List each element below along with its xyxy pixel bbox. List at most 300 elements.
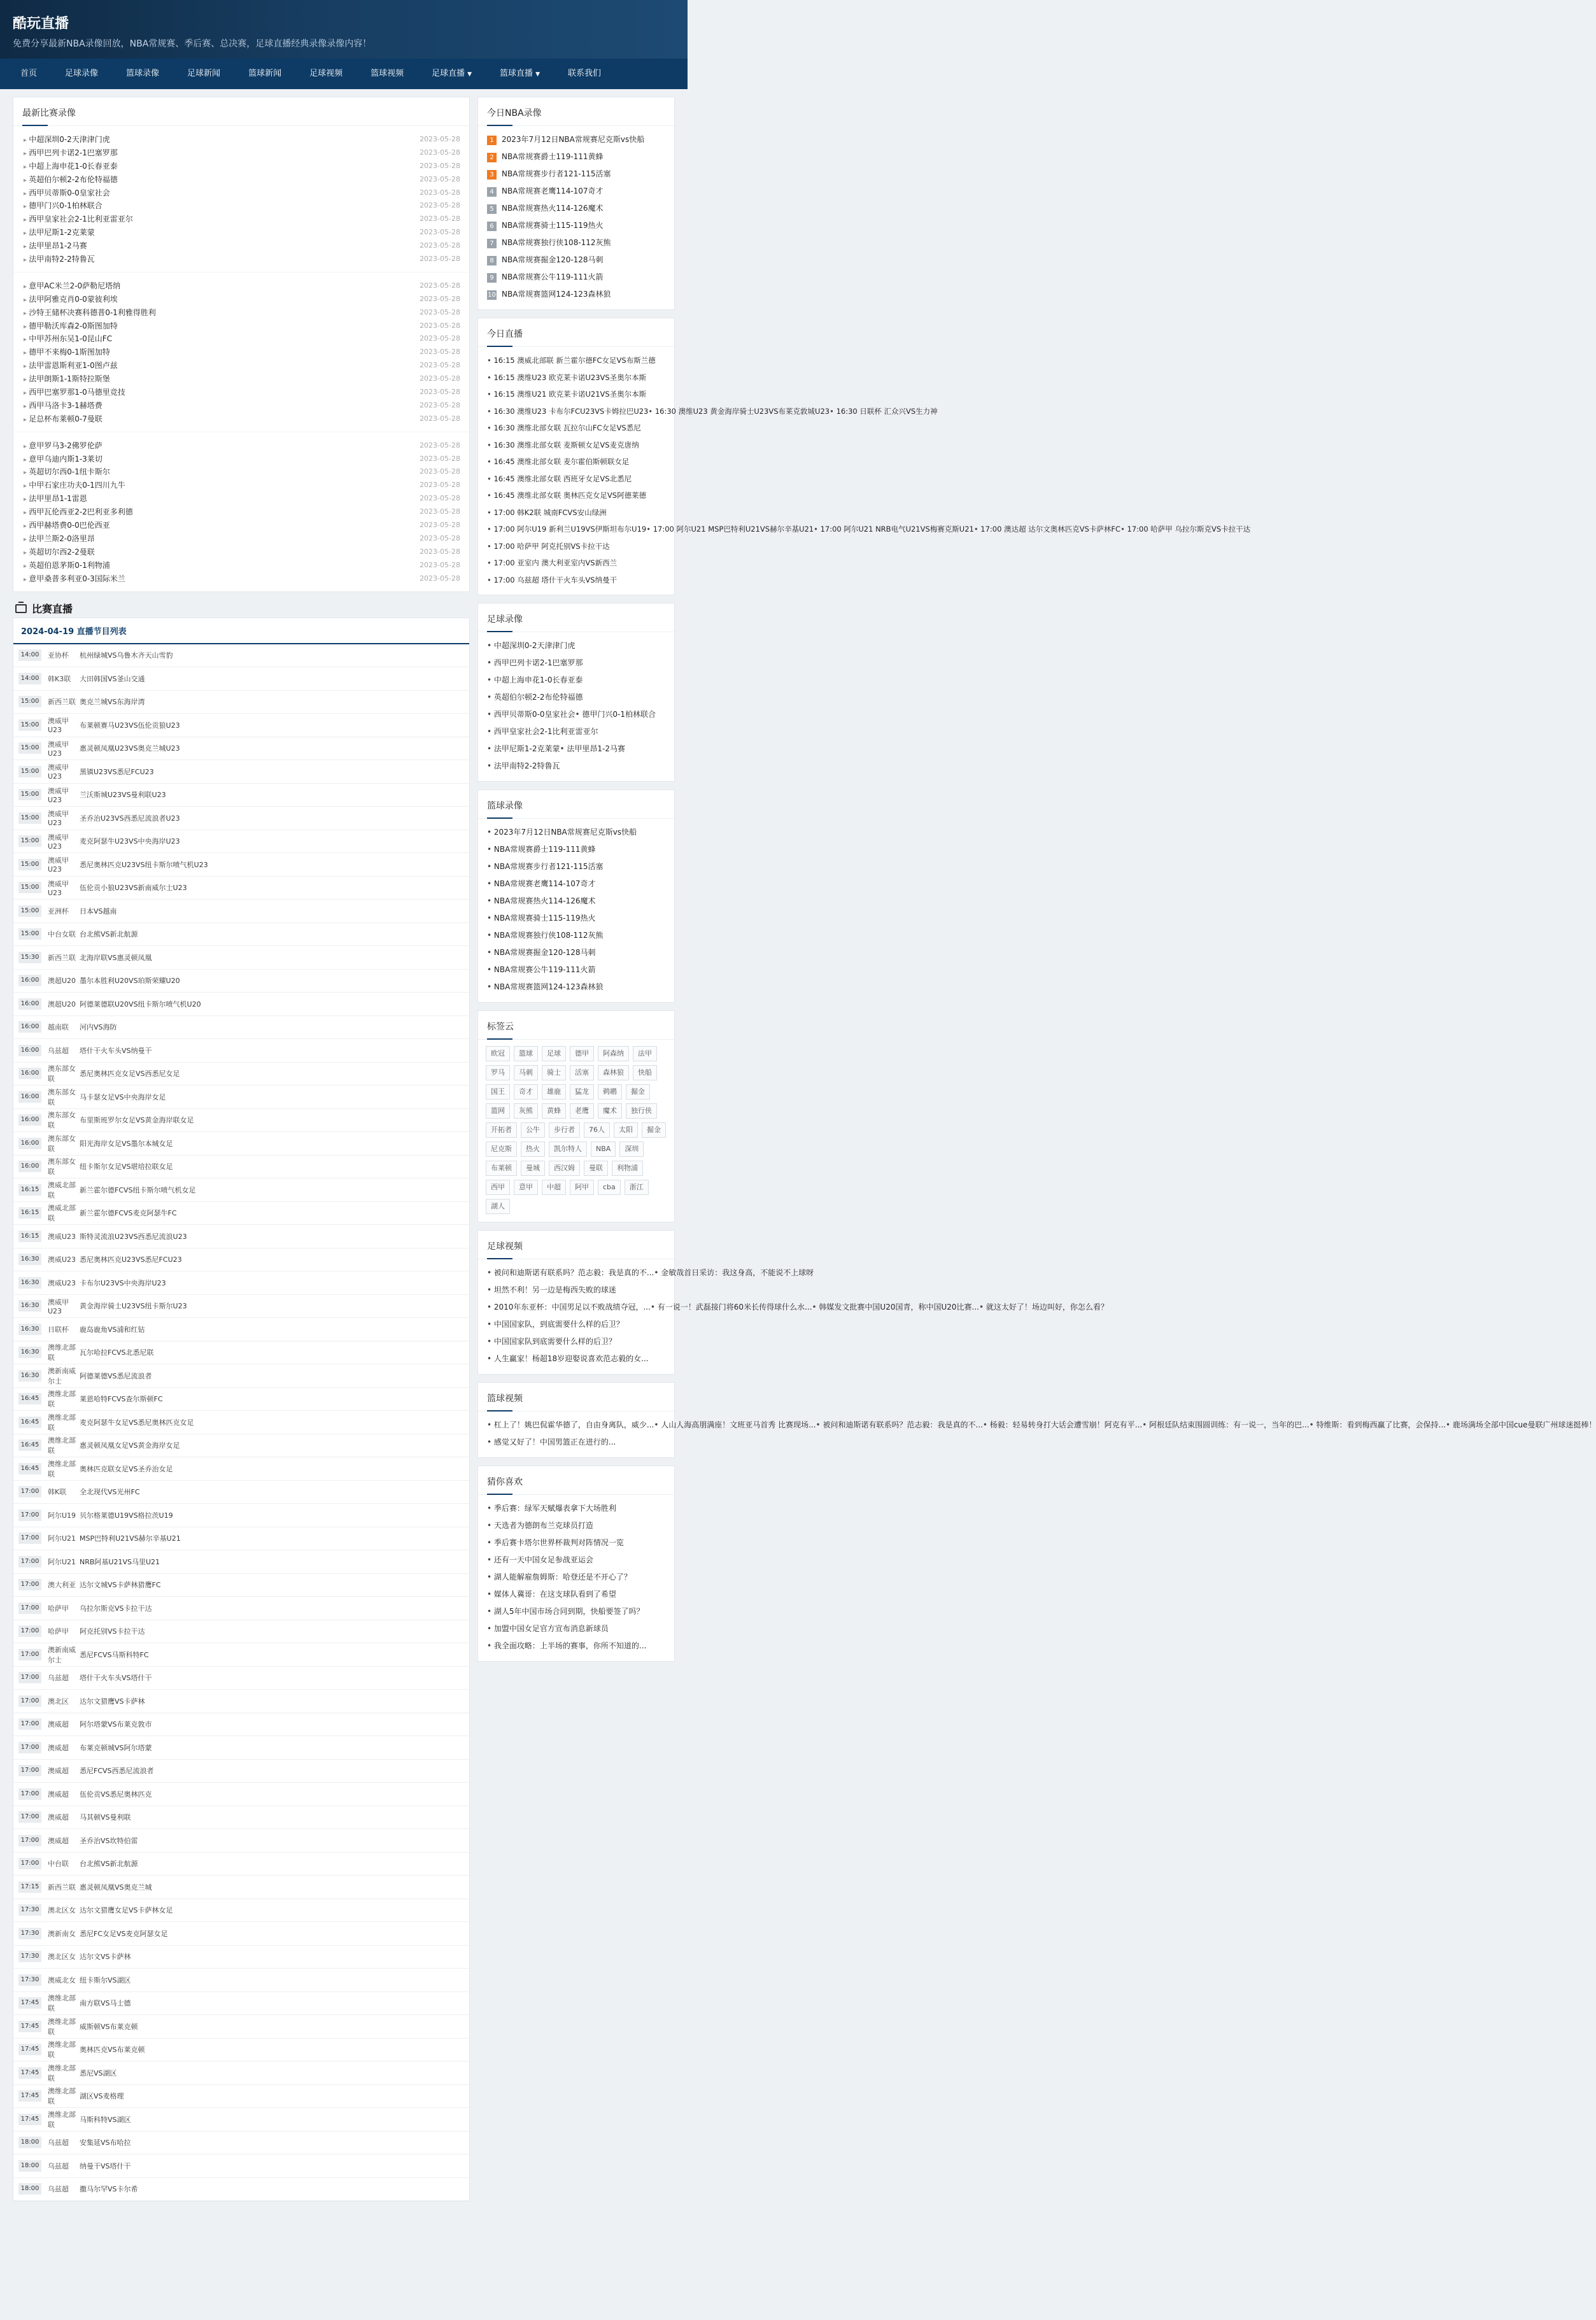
schedule-match-link[interactable]: 达尔文猎鹰女足VS卡萨林女足: [80, 1906, 173, 1915]
schedule-row[interactable]: [13, 1667, 469, 1690]
football-video-item[interactable]: • 中国国家队，到底需要什么样的后卫？: [487, 1320, 624, 1329]
replay-link[interactable]: ▸ 法甲里昂1-1雷恩: [24, 493, 87, 504]
replay-row[interactable]: [24, 545, 460, 558]
schedule-match-link[interactable]: 麦克阿瑟牛U23VS中央海岸U23: [80, 837, 180, 846]
replay-link[interactable]: ▸ 德甲不来梅0-1斯图加特: [24, 346, 110, 357]
replay-row[interactable]: [24, 372, 460, 385]
nba-item-link[interactable]: NBA常规赛骑士115-119热火: [502, 221, 604, 230]
site-title[interactable]: 酷玩直播: [13, 16, 69, 32]
schedule-match-link[interactable]: 纽卡斯尔VS湖区: [80, 1976, 131, 1984]
tag-link[interactable]: 马刺: [514, 1065, 538, 1080]
schedule-row[interactable]: [13, 1527, 469, 1551]
schedule-row[interactable]: [13, 1899, 469, 1923]
schedule-match-link[interactable]: 塔什干火车头VS纳曼干: [80, 1046, 152, 1055]
football-replay-item[interactable]: • 法甲南特2-2特鲁瓦: [487, 761, 560, 770]
schedule-match-link[interactable]: MSP巴特利U21VS赫尔辛基U21: [80, 1534, 181, 1543]
schedule-row[interactable]: [13, 1457, 469, 1481]
basketball-video-item[interactable]: • 人山人海高朋满座！文班亚马首秀 比赛现场...: [654, 1420, 816, 1429]
schedule-match-link[interactable]: 日本VS越南: [80, 907, 117, 916]
schedule-match-link[interactable]: 新兰霍尔德FCVS麦克阿瑟牛FC: [80, 1209, 177, 1218]
replay-row[interactable]: [24, 439, 460, 452]
schedule-row[interactable]: [13, 784, 469, 807]
schedule-match-link[interactable]: 达尔文城VS卡萨林猎鹰FC: [80, 1581, 161, 1590]
tag-link[interactable]: 足球: [542, 1046, 566, 1061]
live-item[interactable]: • 16:45 澳维北部女联 奥林匹克女足VS阿德莱德: [487, 491, 646, 500]
football-video-item[interactable]: • 2010年东亚杯：中国男足以不败战绩夺冠，...: [487, 1303, 651, 1312]
schedule-row[interactable]: [13, 1992, 469, 2016]
schedule-match-link[interactable]: 斯特灵流浪U23VS西悉尼流浪U23: [80, 1232, 187, 1241]
tag-link[interactable]: 雄鹿: [542, 1084, 566, 1100]
replay-link[interactable]: ▸ 意甲罗马3-2佛罗伦萨: [24, 440, 102, 451]
hot-reading-item[interactable]: • 还有一天中国女足参战亚运会: [487, 1555, 593, 1564]
replay-link[interactable]: ▸ 西甲瓦伦西亚2-2巴利亚多利德: [24, 506, 133, 517]
nba-list-item[interactable]: [487, 251, 665, 269]
schedule-match-link[interactable]: 兰沃斯城U23VS曼利联U23: [80, 791, 166, 800]
tag-link[interactable]: 湖人: [486, 1199, 510, 1214]
replay-link[interactable]: ▸ 法甲阿雅克肖0-0蒙彼利埃: [24, 294, 118, 304]
schedule-match-link[interactable]: 马卡瑟女足VS中央海岸女足: [80, 1093, 166, 1101]
replay-link[interactable]: ▸ 西甲巴塞罗那1-0马德里竞技: [24, 386, 125, 397]
tag-link[interactable]: 奇才: [514, 1084, 538, 1100]
schedule-match-link[interactable]: 惠灵顿凤凰女足VS黄金海岸女足: [80, 1441, 180, 1450]
live-item[interactable]: • 16:15 澳威北部联 新兰霍尔德FC女足VS布斯兰德: [487, 356, 656, 365]
replay-row[interactable]: [24, 332, 460, 345]
nav-football-news[interactable]: 足球新闻: [187, 69, 221, 78]
schedule-row[interactable]: [13, 1318, 469, 1341]
tag-link[interactable]: 快船: [633, 1065, 657, 1080]
replay-row[interactable]: [24, 345, 460, 358]
basketball-video-item[interactable]: • 感觉又好了！中国男篮正在进行的...: [487, 1438, 616, 1446]
live-item[interactable]: • 16:30 澳维U23 黄金海岸骑士U23VS布莱克敦城U23: [648, 407, 830, 416]
football-replay-item[interactable]: • 中超上海申花1-0长春亚泰: [487, 675, 583, 684]
tag-link[interactable]: 老鹰: [570, 1103, 594, 1119]
tag-link[interactable]: 太阳: [614, 1122, 638, 1138]
live-item[interactable]: • 17:00 阿尔U21 NRB电气U21VS梅赛克斯U21: [814, 525, 974, 534]
replay-link[interactable]: ▸ 中甲苏州东吴1-0昆山FC: [24, 333, 112, 344]
replay-row[interactable]: [24, 532, 460, 545]
nba-item-link[interactable]: NBA常规赛步行者121-115活塞: [502, 169, 611, 178]
schedule-match-link[interactable]: 河内VS海防: [80, 1023, 117, 1032]
schedule-match-link[interactable]: 纳曼干VS塔什干: [80, 2161, 131, 2170]
schedule-match-link[interactable]: 阿德莱德联U20VS纽卡斯尔喷气机U20: [80, 1000, 201, 1008]
football-replay-item[interactable]: • 西甲巴列卡诺2-1巴塞罗那: [487, 658, 583, 667]
tag-link[interactable]: 德甲: [570, 1046, 594, 1061]
tag-link[interactable]: 阿甲: [570, 1180, 594, 1195]
basketball-replay-item[interactable]: • NBA常规赛掘金120-128马刺: [487, 948, 595, 957]
schedule-row[interactable]: [13, 691, 469, 714]
schedule-match-link[interactable]: 阳光海岸女足VS墨尔本城女足: [80, 1139, 173, 1148]
schedule-row[interactable]: [13, 2132, 469, 2155]
tag-link[interactable]: 鹈鹕: [598, 1084, 622, 1100]
replay-link[interactable]: ▸ 西甲赫塔费0-0巴伦西亚: [24, 520, 110, 530]
basketball-video-item[interactable]: • 杠上了！姚巴侃霍华德了，自由身离队，威少...: [487, 1420, 654, 1429]
nba-list-item[interactable]: [487, 286, 665, 303]
schedule-match-link[interactable]: 莱恩哈特FCVS查尔斯顿FC: [80, 1395, 163, 1404]
schedule-match-link[interactable]: 达尔文VS卡萨林: [80, 1953, 131, 1962]
basketball-replay-item[interactable]: • NBA常规赛爵士119-111黄蜂: [487, 845, 595, 854]
schedule-row[interactable]: [13, 1156, 469, 1179]
tag-link[interactable]: 热火: [521, 1142, 545, 1157]
replay-row[interactable]: [24, 505, 460, 518]
schedule-row[interactable]: [13, 667, 469, 691]
schedule-match-link[interactable]: 台北熊VS新北航源: [80, 1860, 138, 1869]
live-item[interactable]: • 16:30 日联杯 汇众兴VS生力神: [830, 407, 938, 416]
schedule-row[interactable]: [13, 1643, 469, 1667]
schedule-row[interactable]: [13, 807, 469, 830]
schedule-row[interactable]: [13, 1969, 469, 1992]
replay-link[interactable]: ▸ 法甲雷恩斯利亚1-0图卢兹: [24, 360, 118, 371]
schedule-match-link[interactable]: 卡布尔U23VS中央海岸U23: [80, 1278, 166, 1287]
live-item[interactable]: • 17:00 哈萨甲 乌拉尔斯克VS卡拉干达: [1120, 525, 1250, 534]
replay-row[interactable]: [24, 412, 460, 425]
schedule-match-link[interactable]: 悉尼FC女足VS麦克阿瑟女足: [80, 1929, 168, 1938]
football-video-item[interactable]: • 就这太好了！场边叫好，你怎么看？: [979, 1303, 1108, 1312]
nav-football-video[interactable]: 足球视频: [309, 69, 343, 78]
schedule-row[interactable]: [13, 1922, 469, 1946]
basketball-video-item[interactable]: • 鹿场满场全部中国cue曼联广州球迷挺棒！: [1446, 1420, 1596, 1429]
schedule-match-link[interactable]: 南方联VS马士德: [80, 1999, 131, 2008]
hot-reading-item[interactable]: • 季后赛：绿军天赋爆表拿下大场胜利: [487, 1504, 616, 1513]
schedule-row[interactable]: [13, 1504, 469, 1527]
schedule-match-link[interactable]: 悉尼FCVS马斯科特FC: [80, 1650, 149, 1659]
nba-list-item[interactable]: [487, 269, 665, 286]
replay-link[interactable]: ▸ 德甲门兴0-1柏林联合: [24, 200, 102, 211]
football-video-item[interactable]: • 韩媒发文批赛中国U20国青，称中国U20比赛...: [812, 1303, 979, 1312]
tag-link[interactable]: 黄蜂: [542, 1103, 566, 1119]
schedule-row[interactable]: [13, 1039, 469, 1063]
nba-list-item[interactable]: [487, 234, 665, 251]
replay-link[interactable]: ▸ 英超切尔西0-1纽卡斯尔: [24, 466, 110, 477]
replay-row[interactable]: [24, 186, 460, 199]
nav-basketball-news[interactable]: 篮球新闻: [248, 69, 282, 78]
schedule-row[interactable]: [13, 1550, 469, 1574]
schedule-row[interactable]: [13, 970, 469, 993]
nav-basketball-replay[interactable]: 篮球录像: [126, 69, 160, 78]
replay-row[interactable]: [24, 399, 460, 412]
tag-link[interactable]: 凯尔特人: [549, 1142, 587, 1157]
replay-row[interactable]: [24, 292, 460, 306]
replay-row[interactable]: [24, 225, 460, 239]
replay-row[interactable]: [24, 159, 460, 173]
hot-reading-item[interactable]: • 湖人5年中国市场合同到期，快船要签了吗？: [487, 1607, 644, 1616]
basketball-video-item[interactable]: • 特维斯：看到梅西赢了比赛，会保持...: [1310, 1420, 1446, 1429]
live-item[interactable]: • 16:15 澳维U23 欧克莱卡诺U23VS圣奥尔本斯: [487, 373, 646, 382]
replay-link[interactable]: ▸ 意甲桑普多利亚0-3国际米兰: [24, 573, 125, 584]
schedule-row[interactable]: [13, 1434, 469, 1458]
schedule-match-link[interactable]: 湖区VS麦格理: [80, 2092, 124, 2101]
schedule-row[interactable]: [13, 2108, 469, 2132]
schedule-match-link[interactable]: 大田韩国VS釜山交通: [80, 674, 145, 683]
schedule-match-link[interactable]: 悉尼奥林匹克U23VS悉尼FCU23: [80, 1255, 182, 1264]
schedule-match-link[interactable]: 黄金海岸骑士U23VS纽卡斯尔U23: [80, 1302, 187, 1311]
nba-item-link[interactable]: NBA常规赛爵士119-111黄蜂: [502, 152, 604, 161]
tag-link[interactable]: 罗马: [486, 1065, 510, 1080]
schedule-match-link[interactable]: 安集延VS布哈拉: [80, 2139, 131, 2147]
schedule-match-link[interactable]: 布里斯班罗尔女足VS黄金海岸联女足: [80, 1116, 194, 1125]
live-item[interactable]: • 16:30 澳维北部女联 麦斯顿女足VS麦克唐纳: [487, 441, 639, 449]
nav-football-live[interactable]: [418, 59, 486, 90]
schedule-row[interactable]: [13, 877, 469, 900]
schedule-match-link[interactable]: 圣乔治U23VS西悉尼流浪者U23: [80, 814, 180, 823]
schedule-row[interactable]: [13, 644, 469, 668]
schedule-match-link[interactable]: 威斯顿VS布莱克顿: [80, 2022, 138, 2031]
live-item[interactable]: • 16:30 澳维U23 卡布尔FCU23VS卡姆拉巴U23: [487, 407, 648, 416]
tag-link[interactable]: 篮球: [514, 1046, 538, 1061]
replay-row[interactable]: [24, 279, 460, 292]
live-item[interactable]: • 17:00 阿尔U19 新利兰U19VS伊斯坦布尔U19: [487, 525, 646, 534]
replay-row[interactable]: [24, 478, 460, 492]
schedule-match-link[interactable]: 布莱克顿城VS阿尔塔蒙: [80, 1743, 152, 1752]
football-video-item[interactable]: • 人生赢家！杨超18岁迎娶说喜欢范志毅的女...: [487, 1354, 649, 1363]
schedule-row[interactable]: [13, 1574, 469, 1597]
replay-link[interactable]: ▸ 沙特王储杯决赛科德普0-1利雅得胜利: [24, 307, 156, 318]
schedule-match-link[interactable]: 奥林匹克联女足VS圣乔治女足: [80, 1464, 173, 1473]
tag-link[interactable]: 活塞: [570, 1065, 594, 1080]
schedule-match-link[interactable]: 阿德莱德VS悉尼流浪者: [80, 1371, 152, 1380]
schedule-row[interactable]: [13, 853, 469, 877]
schedule-row[interactable]: [13, 830, 469, 854]
basketball-replay-item[interactable]: • NBA常规赛步行者121-115活塞: [487, 862, 603, 871]
replay-row[interactable]: [24, 319, 460, 332]
basketball-replay-item[interactable]: • NBA常规赛热火114-126魔术: [487, 896, 595, 905]
schedule-match-link[interactable]: 悉尼VS湖区: [80, 2069, 117, 2077]
schedule-row[interactable]: [13, 1806, 469, 1830]
replay-link[interactable]: ▸ 西甲贝蒂斯0-0皇家社会: [24, 187, 110, 198]
schedule-match-link[interactable]: 瓦尔哈拉FCVS北悉尼联: [80, 1348, 154, 1357]
schedule-row[interactable]: [13, 1620, 469, 1644]
schedule-row[interactable]: [13, 1713, 469, 1737]
schedule-row[interactable]: [13, 1341, 469, 1365]
replay-link[interactable]: ▸ 法甲朗斯1-1斯特拉斯堡: [24, 373, 110, 384]
schedule-row[interactable]: [13, 2085, 469, 2109]
schedule-match-link[interactable]: 乌拉尔斯克VS卡拉干达: [80, 1604, 152, 1613]
tag-link[interactable]: 中超: [542, 1180, 566, 1195]
schedule-match-link[interactable]: 纽卡斯尔女足VS堪培拉联女足: [80, 1163, 173, 1171]
schedule-match-link[interactable]: 悉尼奥林匹克女足VS西悉尼女足: [80, 1070, 180, 1079]
schedule-match-link[interactable]: 奥克兰城VS东海岸湾: [80, 698, 145, 707]
tag-link[interactable]: 灰熊: [514, 1103, 538, 1119]
schedule-row[interactable]: [13, 2015, 469, 2039]
football-video-item[interactable]: • 金敏哉首日采访：我这身高，不能说不上球呀: [654, 1268, 814, 1277]
replay-row[interactable]: [24, 492, 460, 505]
replay-link[interactable]: ▸ 英超切尔西2-2曼联: [24, 546, 95, 557]
nav-basketball-live[interactable]: [486, 59, 554, 90]
schedule-match-link[interactable]: 达尔文猎鹰VS卡萨林: [80, 1697, 145, 1706]
schedule-row[interactable]: [13, 1690, 469, 1713]
basketball-replay-item[interactable]: • NBA常规赛骑士115-119热火: [487, 914, 595, 923]
schedule-row[interactable]: [13, 1132, 469, 1156]
tag-link[interactable]: 法甲: [633, 1046, 657, 1061]
schedule-row[interactable]: [13, 1178, 469, 1202]
hot-reading-item[interactable]: • 湖人能解雇詹姆斯：哈登还是不开心了？: [487, 1573, 632, 1581]
schedule-row[interactable]: [13, 1783, 469, 1806]
replay-link[interactable]: ▸ 法甲南特2-2特鲁瓦: [24, 253, 95, 264]
live-item[interactable]: • 16:15 澳维U21 欧克莱卡诺U21VS圣奥尔本斯: [487, 390, 646, 399]
football-video-item[interactable]: • 有一说一！武磊接门将60米长传得球什么水...: [651, 1303, 812, 1312]
schedule-match-link[interactable]: 伍伦贡VS悉尼奥林匹克: [80, 1790, 152, 1799]
replay-row[interactable]: [24, 199, 460, 212]
schedule-match-link[interactable]: 麦克阿瑟牛女足VS悉尼奥林匹克女足: [80, 1418, 194, 1427]
schedule-match-link[interactable]: 杭州绿城VS乌鲁木齐天山雪豹: [80, 651, 173, 660]
replay-link[interactable]: ▸ 英超伯尔顿2-2布伦特福德: [24, 174, 118, 185]
schedule-match-link[interactable]: 鹿岛鹿角VS浦和红钻: [80, 1325, 145, 1334]
replay-row[interactable]: [24, 239, 460, 252]
nba-item-link[interactable]: NBA常规赛热火114-126魔术: [502, 204, 604, 213]
replay-link[interactable]: ▸ 法甲兰斯2-0洛里昂: [24, 533, 95, 544]
nba-list-item[interactable]: [487, 200, 665, 217]
replay-row[interactable]: [24, 358, 460, 372]
schedule-row[interactable]: [13, 993, 469, 1016]
schedule-row[interactable]: [13, 1109, 469, 1133]
tag-link[interactable]: 国王: [486, 1084, 510, 1100]
replay-row[interactable]: [24, 173, 460, 186]
schedule-row[interactable]: [13, 2039, 469, 2062]
schedule-row[interactable]: [13, 1248, 469, 1272]
schedule-row[interactable]: [13, 714, 469, 737]
tag-link[interactable]: 深圳: [619, 1142, 644, 1157]
schedule-match-link[interactable]: 北海岸联VS惠灵顿凤凰: [80, 953, 152, 962]
schedule-match-link[interactable]: 圣乔治VS坎特伯雷: [80, 1836, 138, 1845]
tag-link[interactable]: 骑士: [542, 1065, 566, 1080]
schedule-row[interactable]: [13, 1736, 469, 1760]
football-replay-item[interactable]: • 英超伯尔顿2-2布伦特福德: [487, 693, 583, 702]
schedule-row[interactable]: [13, 1271, 469, 1295]
tag-link[interactable]: 利物浦: [612, 1161, 643, 1176]
schedule-match-link[interactable]: 悉尼奥林匹克U23VS纽卡斯尔喷气机U23: [80, 860, 208, 869]
nav-football-replay[interactable]: 足球录像: [65, 69, 99, 78]
tag-link[interactable]: 猛龙: [570, 1084, 594, 1100]
football-replay-item[interactable]: • 西甲贝蒂斯0-0皇家社会: [487, 710, 576, 719]
schedule-row[interactable]: [13, 2154, 469, 2178]
basketball-video-item[interactable]: • 杨毅：轻易转身打大话会遭雪崩！阿克有平...: [983, 1420, 1142, 1429]
schedule-row[interactable]: [13, 1086, 469, 1109]
live-item[interactable]: • 16:30 澳维北部女联 瓦拉尔山FC女足VS悉尼: [487, 423, 641, 432]
schedule-row[interactable]: [13, 900, 469, 923]
tag-link[interactable]: 掘金: [626, 1084, 650, 1100]
schedule-row[interactable]: [13, 1295, 469, 1319]
tag-link[interactable]: 意甲: [514, 1180, 538, 1195]
schedule-match-link[interactable]: NRB阿基U21VS马里U21: [80, 1557, 160, 1566]
hot-reading-item[interactable]: • 季后赛卡塔尔世界杯裁判对阵情况一览: [487, 1538, 624, 1547]
schedule-match-link[interactable]: 惠灵顿凤凰U23VS奥克兰城U23: [80, 744, 180, 753]
replay-row[interactable]: [24, 452, 460, 465]
nba-item-link[interactable]: 2023年7月12日NBA常规赛尼克斯vs快船: [502, 135, 645, 144]
nba-list-item[interactable]: [487, 217, 665, 234]
football-replay-item[interactable]: • 西甲皇家社会2-1比利亚雷亚尔: [487, 727, 598, 736]
tag-link[interactable]: 掘金: [642, 1122, 666, 1138]
tag-link[interactable]: 曼城: [521, 1161, 545, 1176]
nba-list-item[interactable]: [487, 131, 665, 148]
live-item[interactable]: • 17:00 亚室内 澳大利亚室内VS新西兰: [487, 558, 617, 567]
schedule-row[interactable]: [13, 1760, 469, 1783]
schedule-match-link[interactable]: 惠灵顿凤凰VS奥克兰城: [80, 1883, 152, 1892]
football-replay-item[interactable]: • 中超深圳0-2天津津门虎: [487, 641, 576, 650]
nba-list-item[interactable]: [487, 148, 665, 166]
basketball-video-item[interactable]: • 阿根廷队结束围圆训练：有一说一，当年的巴...: [1142, 1420, 1309, 1429]
tag-link[interactable]: 独行侠: [626, 1103, 657, 1119]
basketball-replay-item[interactable]: • NBA常规赛公牛119-111火箭: [487, 965, 595, 974]
live-item[interactable]: • 17:00 阿尔U21 MSP巴特利U21VS赫尔辛基U21: [646, 525, 814, 534]
tag-link[interactable]: 森林狼: [598, 1065, 629, 1080]
tag-link[interactable]: 曼联: [584, 1161, 608, 1176]
nba-list-item[interactable]: [487, 183, 665, 200]
replay-row[interactable]: [24, 385, 460, 399]
football-video-item[interactable]: • 中国国家队到底需要什么样的后卫？: [487, 1337, 616, 1346]
nba-item-link[interactable]: NBA常规赛公牛119-111火箭: [502, 272, 604, 281]
replay-link[interactable]: ▸ 足总杯布莱顿0-7曼联: [24, 413, 102, 424]
hot-reading-item[interactable]: • 天选者为德朗布兰克球员打造: [487, 1521, 593, 1530]
basketball-replay-item[interactable]: • NBA常规赛老鹰114-107奇才: [487, 879, 595, 888]
schedule-match-link[interactable]: 布莱顿赛马U23VS伍伦贡狼U23: [80, 721, 180, 730]
tag-link[interactable]: 篮网: [486, 1103, 510, 1119]
schedule-match-link[interactable]: 全北现代VS光州FC: [80, 1488, 140, 1497]
schedule-row[interactable]: [13, 1411, 469, 1434]
replay-row[interactable]: [24, 465, 460, 478]
schedule-match-link[interactable]: 伍伦贡小狼U23VS新南威尔士U23: [80, 884, 187, 893]
replay-link[interactable]: ▸ 中甲石家庄功夫0-1四川九牛: [24, 479, 125, 490]
schedule-row[interactable]: [13, 1202, 469, 1226]
schedule-match-link[interactable]: 阿尔塔蒙VS布莱克敦市: [80, 1720, 152, 1729]
live-item[interactable]: • 16:45 澳维北部女联 西班牙女足VS北悉尼: [487, 474, 632, 483]
live-item[interactable]: • 17:00 澳达超 达尔文奥林匹克VS卡萨林FC: [974, 525, 1120, 534]
schedule-match-link[interactable]: 马斯科特VS湖区: [80, 2115, 131, 2124]
replay-link[interactable]: ▸ 法甲里昂1-2马赛: [24, 240, 87, 251]
basketball-video-item[interactable]: • 被问和迪斯诺有联系吗？范志毅：我是真的不...: [816, 1420, 983, 1429]
replay-link[interactable]: ▸ 意甲乌迪内斯1-3莱切: [24, 453, 102, 464]
schedule-row[interactable]: [13, 737, 469, 761]
schedule-row[interactable]: [13, 1364, 469, 1388]
replay-link[interactable]: ▸ 西甲巴列卡诺2-1巴塞罗那: [24, 147, 118, 158]
schedule-match-link[interactable]: 贝尔格莱德U19VS格拉茨U19: [80, 1511, 173, 1520]
schedule-match-link[interactable]: 塔什干火车头VS塔什干: [80, 1674, 152, 1683]
replay-link[interactable]: ▸ 中超上海申花1-0长春亚泰: [24, 160, 118, 171]
hot-reading-item[interactable]: • 加盟中国女足官方宣布消息新球员: [487, 1624, 609, 1633]
tag-link[interactable]: NBA: [591, 1142, 616, 1157]
replay-link[interactable]: ▸ 中超深圳0-2天津津门虎: [24, 134, 110, 145]
schedule-row[interactable]: [13, 1829, 469, 1853]
tag-link[interactable]: 布莱顿: [486, 1161, 517, 1176]
tag-link[interactable]: 西汉姆: [549, 1161, 580, 1176]
replay-link[interactable]: ▸ 德甲勒沃库森2-0斯图加特: [24, 320, 118, 331]
schedule-row[interactable]: [13, 1225, 469, 1248]
tag-link[interactable]: 浙江: [625, 1180, 649, 1195]
football-replay-item[interactable]: • 法甲尼斯1-2克莱蒙: [487, 744, 560, 753]
schedule-match-link[interactable]: 台北熊VS新北航源: [80, 930, 138, 939]
nav-contact[interactable]: 联系我们: [567, 69, 601, 78]
replay-row[interactable]: [24, 306, 460, 319]
basketball-replay-item[interactable]: • 2023年7月12日NBA常规赛尼克斯vs快船: [487, 828, 637, 837]
replay-link[interactable]: ▸ 法甲尼斯1-2克莱蒙: [24, 227, 95, 237]
tag-link[interactable]: 欧冠: [486, 1046, 510, 1061]
nba-item-link[interactable]: NBA常规赛掘金120-128马刺: [502, 255, 604, 264]
hot-reading-item[interactable]: • 我全面攻略：上半场的赛事，你所不知道的...: [487, 1641, 646, 1650]
replay-link[interactable]: ▸ 西甲皇家社会2-1比利亚雷亚尔: [24, 213, 133, 224]
schedule-row[interactable]: [13, 1481, 469, 1504]
schedule-row[interactable]: [13, 1853, 469, 1876]
schedule-row[interactable]: [13, 1388, 469, 1411]
schedule-row[interactable]: [13, 946, 469, 970]
schedule-row[interactable]: [13, 1876, 469, 1899]
basketball-replay-item[interactable]: • NBA常规赛篮网124-123森林狼: [487, 982, 603, 991]
nav-basketball-video[interactable]: 篮球视频: [371, 69, 404, 78]
replay-row[interactable]: [24, 146, 460, 159]
schedule-match-link[interactable]: 奥林匹克VS布莱克顿: [80, 2046, 145, 2055]
schedule-row[interactable]: [13, 2062, 469, 2085]
live-item[interactable]: • 17:00 韩K2联 城南FCVS安山绿洲: [487, 508, 607, 517]
football-replay-item[interactable]: • 法甲里昂1-2马赛: [560, 744, 626, 753]
football-video-item[interactable]: • 被问和迪斯诺有联系吗？范志毅：我是真的不...: [487, 1268, 654, 1277]
live-item[interactable]: • 17:00 乌兹超 塔什干火车头VS纳曼干: [487, 576, 617, 584]
